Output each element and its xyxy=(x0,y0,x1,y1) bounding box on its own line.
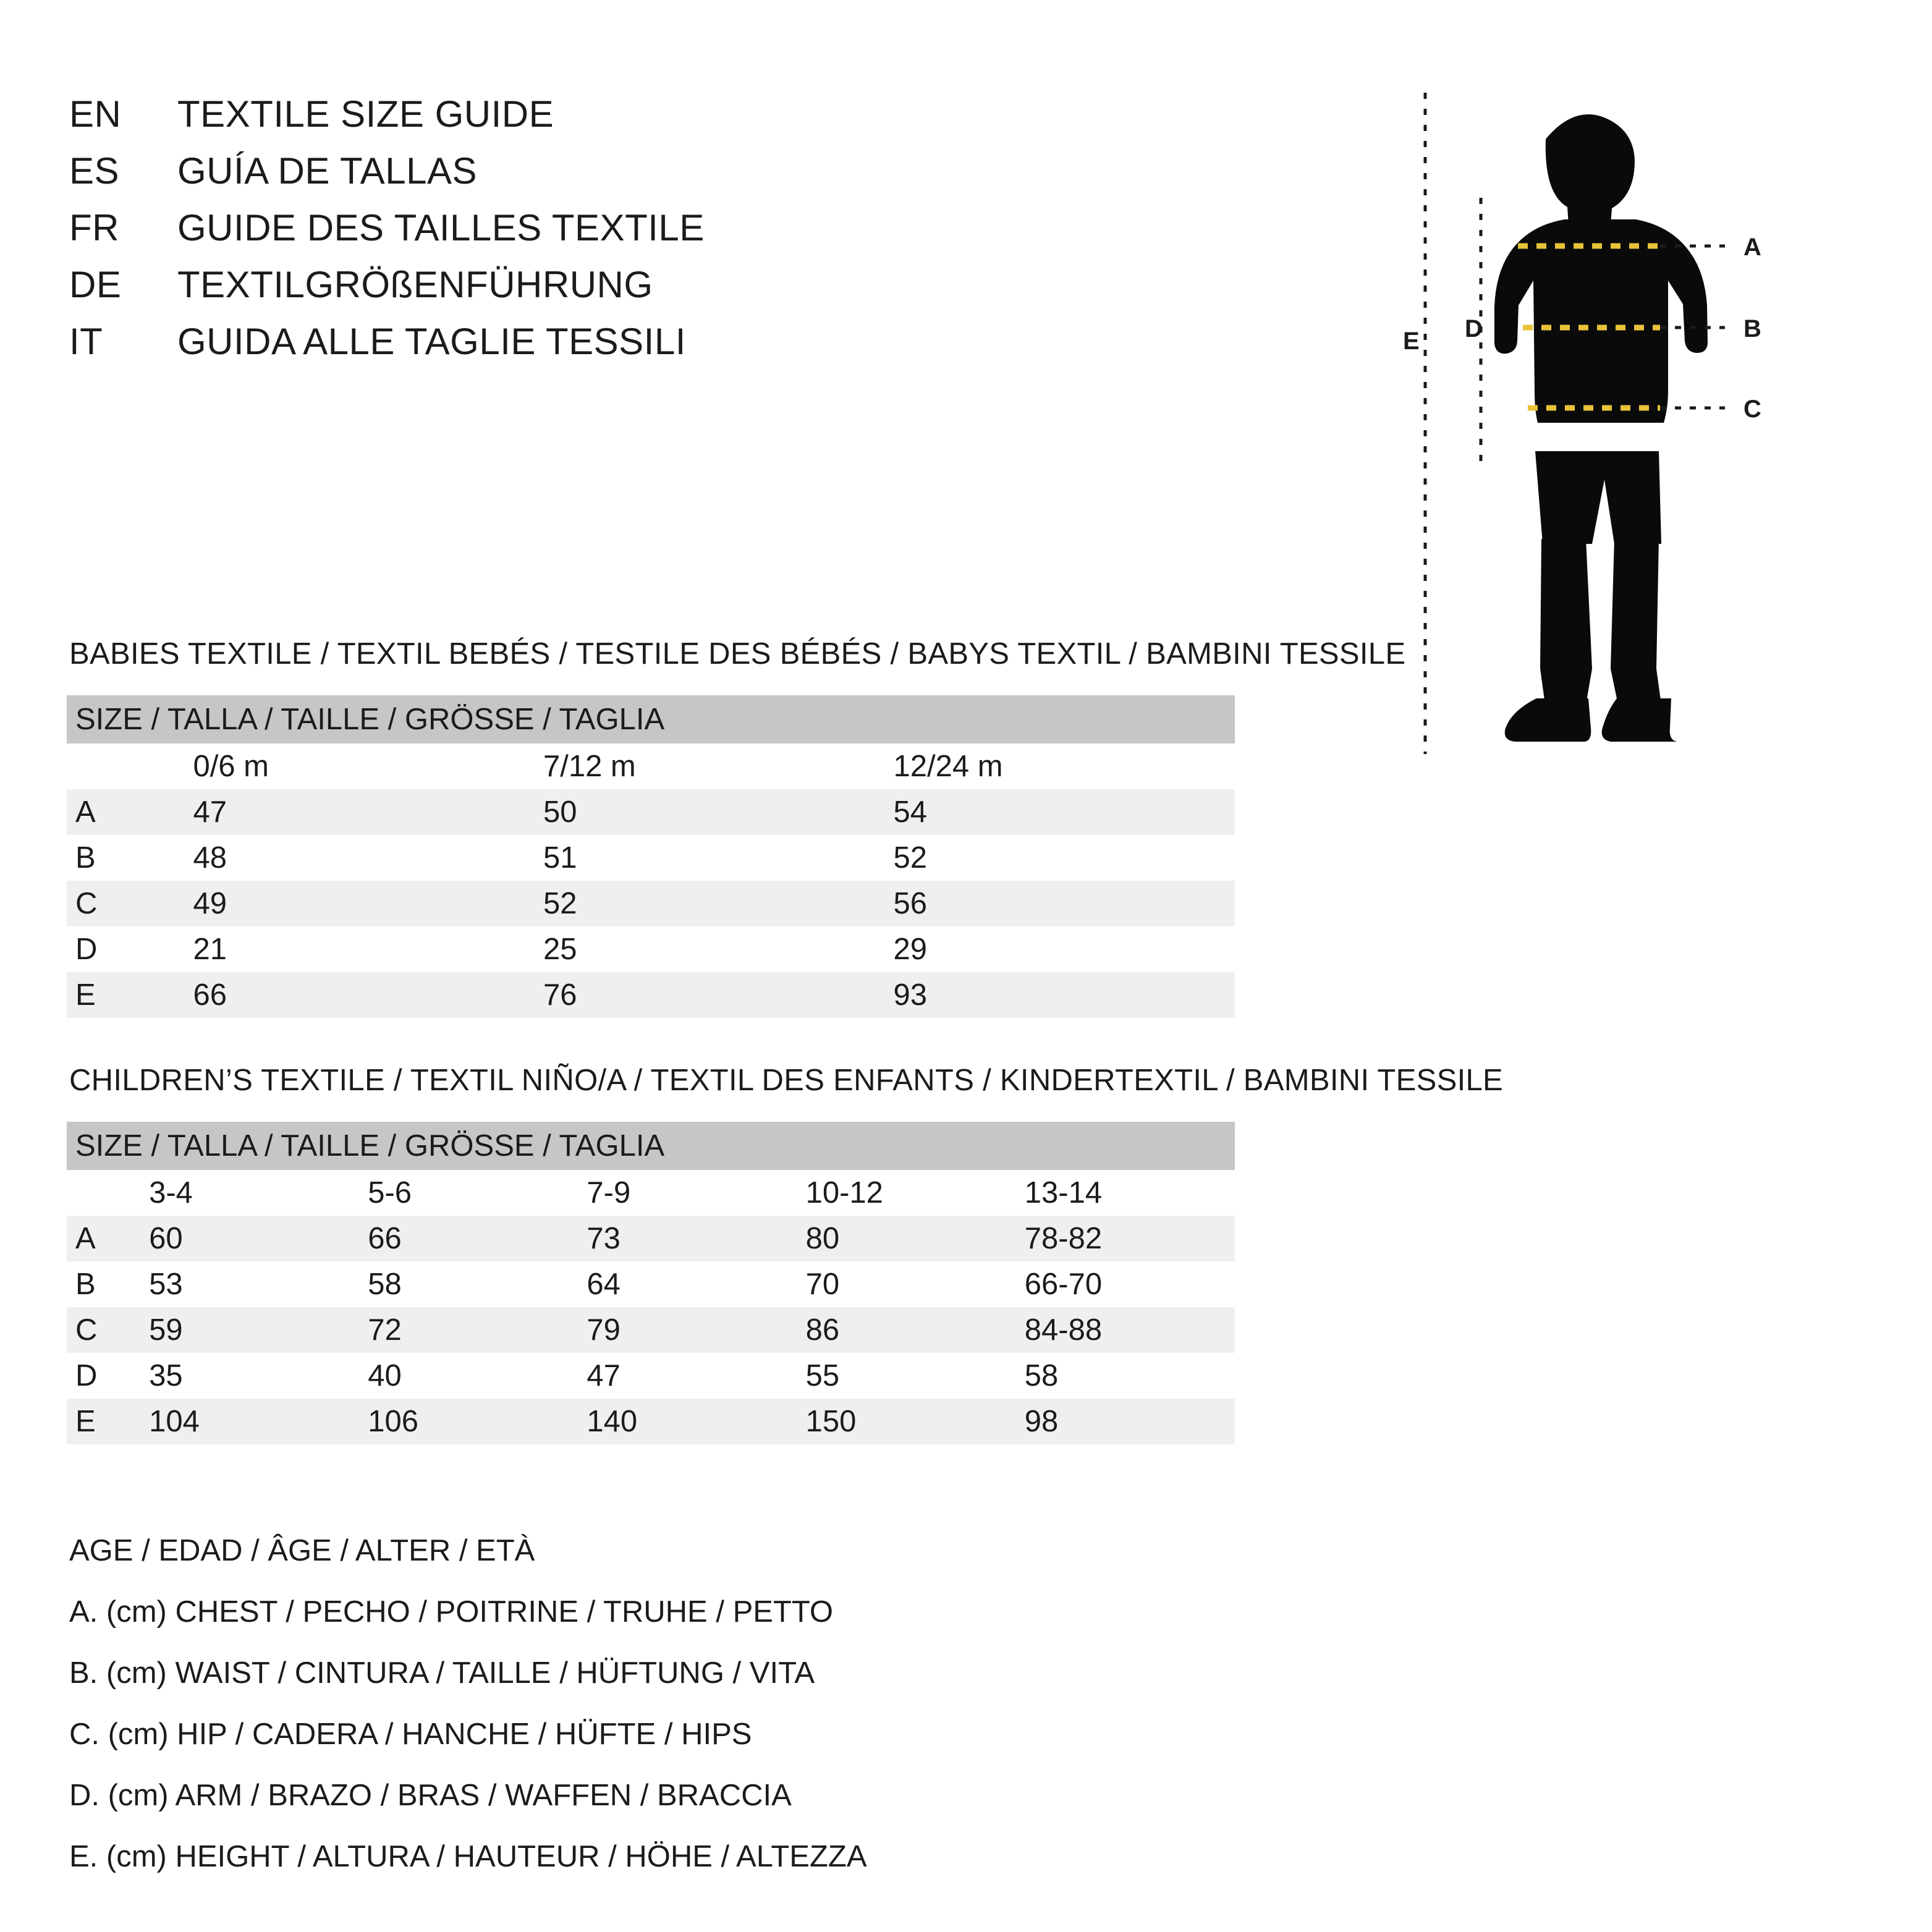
language-code-en: EN xyxy=(69,93,122,135)
children-a-3: 80 xyxy=(797,1216,1016,1261)
children-section-title: CHILDREN’S TEXTILE / TEXTIL NIÑO/A / TEXTIL DES ENFANTS / KINDERTEXTIL / BAMBINI TESSILE xyxy=(69,1064,1504,1097)
legend-waist: B. (cm) WAIST / CINTURA / TAILLE / HÜFTUNG / VITA xyxy=(69,1656,815,1690)
babies-row-label-e: E xyxy=(67,972,184,1018)
babies-b-0: 48 xyxy=(184,835,535,881)
children-d-4: 58 xyxy=(1016,1353,1235,1399)
table-row xyxy=(67,789,1235,835)
babies-a-1: 50 xyxy=(535,789,885,835)
children-table-header-row xyxy=(67,1122,1235,1170)
babies-corner-cell xyxy=(67,744,184,789)
babies-e-2: 93 xyxy=(884,972,1235,1018)
children-a-1: 66 xyxy=(359,1216,578,1261)
babies-c-0: 49 xyxy=(184,881,535,926)
children-c-4: 84-88 xyxy=(1016,1307,1235,1353)
babies-row-label-b: B xyxy=(67,835,184,881)
table-row xyxy=(67,1353,1235,1399)
language-row-it xyxy=(69,320,934,377)
measurement-legend xyxy=(69,1520,867,1888)
language-title-de: TEXTILGRÖßENFÜHRUNG xyxy=(177,264,653,305)
babies-c-1: 52 xyxy=(535,881,885,926)
children-a-2: 73 xyxy=(578,1216,797,1261)
babies-table-header: SIZE / TALLA / TAILLE / GRÖSSE / TAGLIA xyxy=(67,695,1235,744)
babies-size-table xyxy=(67,695,1235,1018)
babies-col-1: 7/12 m xyxy=(535,744,885,789)
children-col-3: 10-12 xyxy=(797,1170,1016,1216)
children-d-3: 55 xyxy=(797,1353,1016,1399)
children-b-1: 58 xyxy=(359,1261,578,1307)
babies-d-1: 25 xyxy=(535,926,885,972)
figure-label-c: C xyxy=(1743,396,1761,423)
table-row xyxy=(67,926,1235,972)
babies-row-label-c: C xyxy=(67,881,184,926)
children-col-2: 7-9 xyxy=(578,1170,797,1216)
table-row xyxy=(67,972,1235,1018)
legend-hip: C. (cm) HIP / CADERA / HANCHE / HÜFTE / HIPS xyxy=(69,1718,752,1751)
figure-label-d: D xyxy=(1465,315,1483,342)
children-e-4: 98 xyxy=(1016,1399,1235,1444)
language-row-de xyxy=(69,263,934,320)
language-code-es: ES xyxy=(69,150,120,192)
babies-b-1: 51 xyxy=(535,835,885,881)
language-code-de: DE xyxy=(69,264,122,305)
babies-c-2: 56 xyxy=(884,881,1235,926)
children-col-1: 5-6 xyxy=(359,1170,578,1216)
table-row xyxy=(67,1307,1235,1353)
children-e-1: 106 xyxy=(359,1399,578,1444)
children-col-4: 13-14 xyxy=(1016,1170,1235,1216)
children-a-0: 60 xyxy=(140,1216,359,1261)
child-silhouette-icon xyxy=(1388,80,1858,773)
table-row xyxy=(67,1261,1235,1307)
language-title-en: TEXTILE SIZE GUIDE xyxy=(177,93,554,135)
children-b-2: 64 xyxy=(578,1261,797,1307)
language-row-es xyxy=(69,150,934,206)
children-row-label-b: B xyxy=(67,1261,140,1307)
children-c-0: 59 xyxy=(140,1307,359,1353)
legend-arm: D. (cm) ARM / BRAZO / BRAS / WAFFEN / BRACCIA xyxy=(69,1779,792,1812)
legend-chest: A. (cm) CHEST / PECHO / POITRINE / TRUHE / PETTO xyxy=(69,1595,834,1629)
language-row-fr xyxy=(69,206,934,263)
children-b-3: 70 xyxy=(797,1261,1016,1307)
legend-age: AGE / EDAD / ÂGE / ALTER / ETÀ xyxy=(69,1534,535,1567)
children-d-0: 35 xyxy=(140,1353,359,1399)
language-title-es: GUÍA DE TALLAS xyxy=(177,150,477,192)
children-row-label-c: C xyxy=(67,1307,140,1353)
babies-e-1: 76 xyxy=(535,972,885,1018)
language-header-block xyxy=(69,93,934,377)
children-c-2: 79 xyxy=(578,1307,797,1353)
babies-col-0: 0/6 m xyxy=(184,744,535,789)
measurement-figure xyxy=(1388,80,1858,773)
babies-column-row xyxy=(67,744,1235,789)
children-corner-cell xyxy=(67,1170,140,1216)
legend-height: E. (cm) HEIGHT / ALTURA / HAUTEUR / HÖHE / ALTEZZA xyxy=(69,1840,867,1873)
figure-label-e: E xyxy=(1403,328,1420,355)
babies-e-0: 66 xyxy=(184,972,535,1018)
children-c-3: 86 xyxy=(797,1307,1016,1353)
children-e-0: 104 xyxy=(140,1399,359,1444)
babies-row-label-a: A xyxy=(67,789,184,835)
children-table-header: SIZE / TALLA / TAILLE / GRÖSSE / TAGLIA xyxy=(67,1122,1235,1170)
babies-d-2: 29 xyxy=(884,926,1235,972)
children-b-0: 53 xyxy=(140,1261,359,1307)
babies-col-2: 12/24 m xyxy=(884,744,1235,789)
babies-table-header-row xyxy=(67,695,1235,744)
language-row-en xyxy=(69,93,934,150)
table-row xyxy=(67,1216,1235,1261)
children-size-table xyxy=(67,1122,1235,1444)
language-title-it: GUIDA ALLE TAGLIE TESSILI xyxy=(177,321,686,362)
babies-b-2: 52 xyxy=(884,835,1235,881)
children-b-4: 66-70 xyxy=(1016,1261,1235,1307)
table-row xyxy=(67,835,1235,881)
children-row-label-a: A xyxy=(67,1216,140,1261)
children-row-label-e: E xyxy=(67,1399,140,1444)
language-code-fr: FR xyxy=(69,207,119,248)
table-row xyxy=(67,1399,1235,1444)
figure-label-b: B xyxy=(1743,315,1761,342)
table-row xyxy=(67,881,1235,926)
children-e-3: 150 xyxy=(797,1399,1016,1444)
children-col-0: 3-4 xyxy=(140,1170,359,1216)
children-column-row xyxy=(67,1170,1235,1216)
babies-a-2: 54 xyxy=(884,789,1235,835)
language-title-fr: GUIDE DES TAILLES TEXTILE xyxy=(177,207,705,248)
babies-d-0: 21 xyxy=(184,926,535,972)
children-row-label-d: D xyxy=(67,1353,140,1399)
babies-row-label-d: D xyxy=(67,926,184,972)
children-d-2: 47 xyxy=(578,1353,797,1399)
children-d-1: 40 xyxy=(359,1353,578,1399)
language-code-it: IT xyxy=(69,321,103,362)
children-c-1: 72 xyxy=(359,1307,578,1353)
children-a-4: 78-82 xyxy=(1016,1216,1235,1261)
babies-section-title: BABIES TEXTILE / TEXTIL BEBÉS / TESTILE DES BÉBÉS / BABYS TEXTIL / BAMBINI TESSILE xyxy=(69,637,1406,671)
figure-label-a: A xyxy=(1743,234,1761,261)
children-e-2: 140 xyxy=(578,1399,797,1444)
babies-a-0: 47 xyxy=(184,789,535,835)
